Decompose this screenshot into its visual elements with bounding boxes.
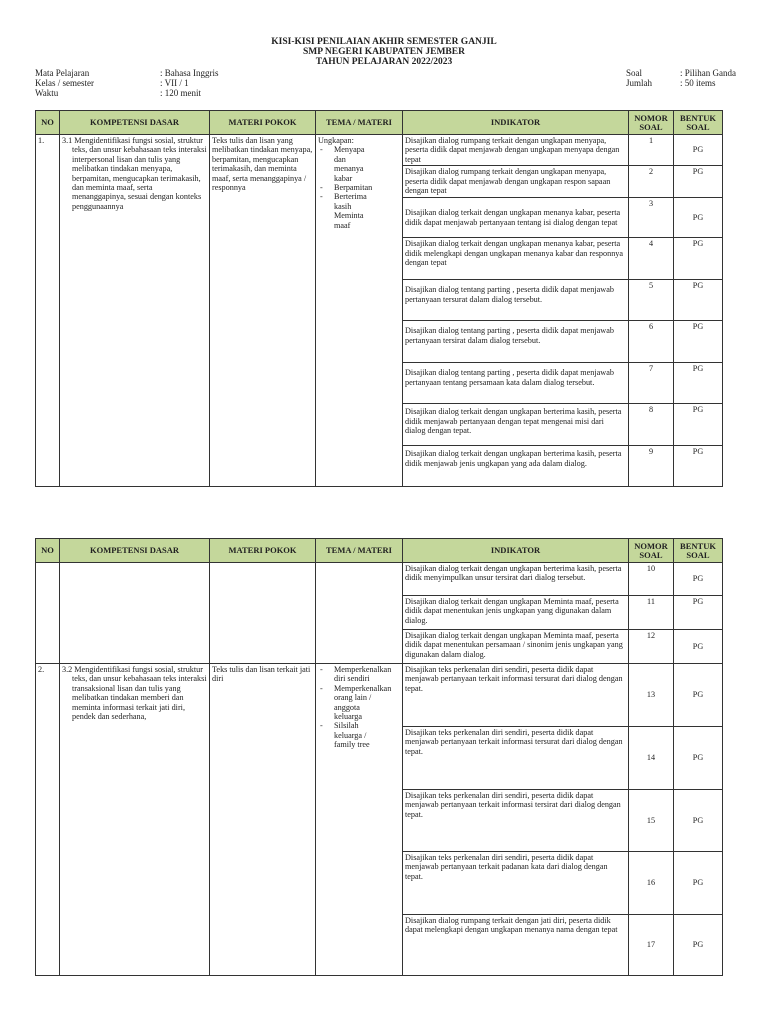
indikator-cell: Disajikan dialog tentang parting , peserta didik dapat menjawab pertanyaan tersirat dalam dialog tersebut.	[403, 321, 629, 363]
meta-type-value: : Pilihan Ganda	[680, 68, 736, 78]
bentuk-cell: PG	[674, 198, 723, 238]
nomor-cell: 12	[629, 630, 674, 664]
meta-right-values	[680, 68, 736, 88]
indikator-cell: Disajikan dialog rumpang terkait dengan ungkapan menyapa, peserta didik dapat menjawab dengan ungkapan respon sapaan dengan tepat	[403, 166, 629, 198]
col-materi: MATERI POKOK	[210, 539, 316, 563]
row-number: 2.	[36, 664, 60, 976]
tema-item: - Memperkenalkan orang lain / anggota keluarga	[318, 684, 384, 722]
nomor-cell: 9	[629, 446, 674, 487]
indikator-cell: Disajikan dialog rumpang terkait dengan jati diri, peserta didik dapat melengkapi dengan ungkapan menanya nama dengan tepat	[403, 915, 629, 976]
grid-table-2	[35, 538, 723, 976]
bentuk-cell: PG	[674, 596, 723, 630]
bentuk-cell: PG	[674, 166, 723, 198]
nomor-cell: 8	[629, 404, 674, 446]
meta-count-label: Jumlah	[626, 78, 652, 88]
col-kd: KOMPETENSI DASAR	[60, 539, 210, 563]
col-no: NO	[36, 539, 60, 563]
bentuk-cell: PG	[674, 238, 723, 280]
tema-item: - Memperkenalkan diri sendiri	[318, 665, 384, 684]
indikator-cell: Disajikan dialog rumpang terkait dengan ungkapan menyapa, peserta didik dapat menjawab dengan ungkapan menyapa dengan tepat	[403, 135, 629, 166]
tema-item: - Berpamitan	[318, 183, 400, 192]
tema-cell	[316, 664, 403, 976]
table-header-row	[36, 111, 723, 135]
materi-cell	[210, 563, 316, 664]
meta-subject-value: : Bahasa Inggris	[160, 68, 219, 78]
meta-right-labels	[626, 68, 652, 88]
bentuk-cell: PG	[674, 790, 723, 852]
indikator-cell: Disajikan teks perkenalan diri sendiri, peserta didik dapat menjawab pertanyaan terkait informasi tersurat dari dialog dengan tepat.	[403, 727, 629, 790]
indikator-cell: Disajikan teks perkenalan diri sendiri, peserta didik dapat menjawab pertanyaan terkait padanan kata dari dialog dengan tepat.	[403, 852, 629, 915]
nomor-cell: 16	[629, 852, 674, 915]
indikator-cell: Disajikan dialog tentang parting , peserta didik dapat menjawab pertanyaan tersurat dalam dialog tersebut.	[403, 280, 629, 321]
col-bentuk: BENTUK SOAL	[674, 111, 723, 135]
nomor-cell: 17	[629, 915, 674, 976]
bentuk-cell: PG	[674, 135, 723, 166]
indikator-cell: Disajikan teks perkenalan diri sendiri, peserta didik dapat menjawab pertanyaan terkait informasi tersurat dari dialog dengan tepat.	[403, 664, 629, 727]
meta-left-labels	[35, 68, 94, 98]
col-indikator: INDIKATOR	[403, 539, 629, 563]
indikator-cell: Disajikan dialog terkait dengan ungkapan berterima kasih, peserta didik menyimpulkan unsur tersirat dari dialog tersebut.	[403, 563, 629, 596]
table-row	[36, 563, 723, 596]
tema-heading: Ungkapan:	[318, 136, 354, 145]
meta-left-values	[160, 68, 219, 98]
materi-cell: Teks tulis dan lisan yang melibatkan tindakan menyapa, berpamitan, mengucapkan terimakasih, dan meminta maaf, serta menanggapinya / responnya	[210, 135, 316, 487]
kd-cell: 3.1 Mengidentifikasi fungsi sosial, struktur teks, dan unsur kebahasaan teks interaksi interpersonal lisan dan tulis yang melibatkan tindakan menyapa, berpamitan, mengucapkan terimakasih, dan meminta maaf, serta menanggapinya, sesuai dengan konteks penggunaannya	[60, 135, 210, 487]
tema-item: - Menyapa dan menanya kabar	[318, 145, 400, 183]
bentuk-cell: PG	[674, 404, 723, 446]
materi-cell: Teks tulis dan lisan terkait jati diri	[210, 664, 316, 976]
col-tema: TEMA / MATERI	[316, 539, 403, 563]
kd-cell	[60, 563, 210, 664]
indikator-cell: Disajikan dialog tentang parting , peserta didik dapat menjawab pertanyaan tentang persamaan kata dalam dialog tersebut.	[403, 363, 629, 404]
indikator-cell: Disajikan teks perkenalan diri sendiri, peserta didik dapat menjawab pertanyaan terkait informasi tersirat dari dialog dengan tepat.	[403, 790, 629, 852]
nomor-cell: 15	[629, 790, 674, 852]
meta-class-value: : VII / 1	[160, 78, 189, 88]
bentuk-cell: PG	[674, 852, 723, 915]
nomor-cell: 7	[629, 363, 674, 404]
nomor-cell: 6	[629, 321, 674, 363]
school-name: SMP NEGERI KABUPATEN JEMBER	[303, 47, 465, 57]
meta-time-label: Waktu	[35, 88, 59, 98]
tema-item: - Silsilah keluarga / family tree	[318, 721, 384, 749]
row-number	[36, 563, 60, 664]
bentuk-cell: PG	[674, 630, 723, 664]
row-number: 1.	[36, 135, 60, 487]
nomor-cell: 2	[629, 166, 674, 198]
table-row	[36, 135, 723, 166]
grid-table-1	[35, 110, 723, 487]
col-bentuk: BENTUK SOAL	[674, 539, 723, 563]
meta-count-value: : 50 items	[680, 78, 716, 88]
table-row	[36, 664, 723, 727]
nomor-cell: 10	[629, 563, 674, 596]
col-kd: KOMPETENSI DASAR	[60, 111, 210, 135]
nomor-cell: 11	[629, 596, 674, 630]
col-nomor: NOMOR SOAL	[629, 539, 674, 563]
bentuk-cell: PG	[674, 321, 723, 363]
bentuk-cell: PG	[674, 664, 723, 727]
nomor-cell: 14	[629, 727, 674, 790]
meta-time-value: : 120 menit	[160, 88, 201, 98]
bentuk-cell: PG	[674, 363, 723, 404]
col-tema: TEMA / MATERI	[316, 111, 403, 135]
bentuk-cell: PG	[674, 727, 723, 790]
bentuk-cell: PG	[674, 446, 723, 487]
bentuk-cell: PG	[674, 915, 723, 976]
nomor-cell: 4	[629, 238, 674, 280]
table-header-row	[36, 539, 723, 563]
kd-cell: 3.2 Mengidentifikasi fungsi sosial, struktur teks, dan unsur kebahasaan teks interaksi transaksional lisan dan tulis yang melibatkan tindakan memberi dan meminta informasi terkait jati diri, pendek dan sederhana,	[60, 664, 210, 976]
academic-year: TAHUN PELAJARAN 2022/2023	[315, 57, 453, 67]
indikator-cell: Disajikan dialog terkait dengan ungkapan berterima kasih, peserta didik menjawab jenis ungkapan yang ada dalam dialog.	[403, 446, 629, 487]
bentuk-cell: PG	[674, 280, 723, 321]
indikator-cell: Disajikan dialog terkait dengan ungkapan menanya kabar, peserta didik melengkapi dengan ungkapan menanya kabar dan responnya dengan tepat	[403, 238, 629, 280]
meta-subject-label: Mata Pelajaran	[35, 68, 90, 78]
nomor-cell: 13	[629, 664, 674, 727]
indikator-cell: Disajikan dialog terkait dengan ungkapan Meminta maaf, peserta didik dapat menentukan persamaan / sinonim jenis ungkapan yang digunakan dalam dialog.	[403, 630, 629, 664]
col-no: NO	[36, 111, 60, 135]
doc-title: KISI-KISI PENILAIAN AKHIR SEMESTER GANJIL	[271, 37, 497, 47]
tema-cell	[316, 135, 403, 487]
col-indikator: INDIKATOR	[403, 111, 629, 135]
indikator-cell: Disajikan dialog terkait dengan ungkapan Meminta maaf, peserta didik dapat menentukan jenis ungkapan yang digunakan dalam dialog.	[403, 596, 629, 630]
indikator-cell: Disajikan dialog terkait dengan ungkapan berterima kasih, peserta didik menjawab pertanyaan dengan tepat mengenai misi dari dialog dengan tepat.	[403, 404, 629, 446]
tema-cell	[316, 563, 403, 664]
tema-item: - Berterima kasih Meminta maaf	[318, 192, 400, 230]
meta-type-label: Soal	[626, 68, 643, 78]
meta-class-label: Kelas / semester	[35, 78, 94, 88]
col-materi: MATERI POKOK	[210, 111, 316, 135]
indikator-cell: Disajikan dialog terkait dengan ungkapan menanya kabar, peserta didik dapat menjawab pertanyaan tentang isi dialog dengan tepat	[403, 198, 629, 238]
nomor-cell: 1	[629, 135, 674, 166]
nomor-cell: 5	[629, 280, 674, 321]
bentuk-cell: PG	[674, 563, 723, 596]
col-nomor: NOMOR SOAL	[629, 111, 674, 135]
nomor-cell: 3	[629, 198, 674, 238]
